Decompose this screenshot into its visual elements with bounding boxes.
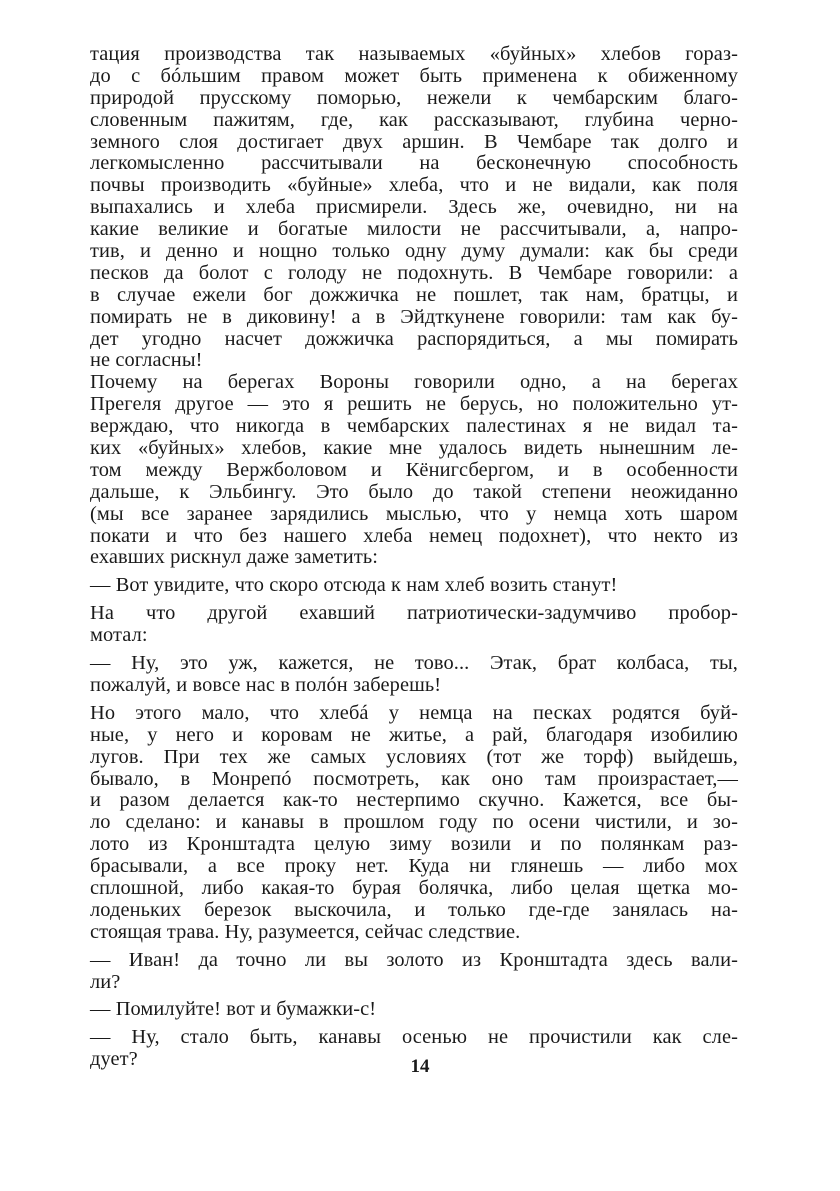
text-line: пожалуй, и вовсе нас в полóн заберешь!: [90, 673, 442, 696]
text-line: — Ну, стало быть, канавы осенью не прочистили как сле-: [90, 1026, 738, 1049]
text-line: природой прусскому поморью, нежели к чембарским благо-: [90, 86, 738, 109]
text-line: (мы все заранее зарядились мыслью, что у немца хоть шаром: [90, 502, 738, 525]
page-number: 14: [410, 1056, 430, 1077]
text-line: Почему на берегах Вороны говорили одно, а на берегах: [90, 371, 738, 394]
text-line: в случае ежели бог дожжичка не пошлет, так нам, братцы, и: [90, 283, 738, 306]
text-line: На что другой ехавший патриотически-задумчиво пробор-: [90, 602, 738, 625]
text-line: песков да болот с голоду не подохнуть. В Чембаре говорили: а: [90, 261, 738, 284]
text-line: дальше, к Эльбингу. Это было до такой степени неожиданно: [90, 480, 738, 503]
text-line: — Вот увидите, что скоро отсюда к нам хлеб возить станут!: [90, 574, 618, 597]
text-line: Прегеля другое — это я решить не берусь, но положительно ут-: [90, 393, 738, 416]
text-line: земного слоя достигает двух аршин. В Чембаре так долго и: [90, 130, 738, 153]
text-line: лоденьких березок выскочила, и только где-где занялась на-: [90, 898, 738, 921]
body-text: [90, 44, 738, 1071]
text-line: до с бóльшим правом может быть применена к обиженному: [90, 64, 738, 87]
text-line: не согласны!: [90, 349, 203, 372]
text-line: тив, и денно и нощно только одну думу думали: как бы среди: [90, 240, 738, 263]
text-line: — Ну, это уж, кажется, не тово... Этак, брат колбаса, ты,: [90, 652, 738, 675]
text-line: покати и что без нашего хлеба немец подохнет), что некто из: [90, 524, 738, 547]
text-line: лото из Кронштадта целую зиму возили и по полянкам раз-: [90, 833, 738, 856]
text-line: легкомысленно рассчитывали на бесконечную способность: [90, 152, 738, 175]
text-line: — Иван! да точно ли вы золото из Кронштадта здесь вали-: [90, 948, 738, 971]
text-line: бывало, в Монрепó посмотреть, как оно там произрастает,—: [90, 767, 738, 790]
text-line: тация производства так называемых «буйных» хлебов горaз-: [90, 43, 738, 65]
text-line: выпахались и хлеба присмирели. Здесь же, очевидно, ни на: [90, 196, 738, 219]
text-line: ких «буйных» хлебов, какие мне удалось видеть нынешним ле-: [90, 437, 738, 460]
text-line: ли?: [90, 970, 121, 993]
text-line: какие великие и богатые милости не рассчитывали, а, напро-: [90, 218, 738, 241]
text-line: словенным пажитям, где, как рассказывают, глубина черно-: [90, 108, 738, 131]
text-line: — Помилуйте! вот и бумажки-с!: [90, 998, 377, 1021]
text-line: дет угодно насчет дожжичка распорядиться, а мы помирать: [90, 327, 738, 350]
text-line: и разом делается как-то нестерпимо скучно. Кажется, все бы-: [90, 789, 738, 812]
text-line: стоящая трава. Ну, разумеется, сейчас следствие.: [90, 920, 521, 943]
text-line: помирать не в диковину! а в Эйдткунене говорили: там как бу-: [90, 305, 738, 328]
text-line: сплошной, либо какая-то бурая болячка, либо целая щетка мо-: [90, 876, 738, 899]
text-line: ехавших рискнул даже заметить:: [90, 546, 378, 569]
text-line: брасывали, а все проку нет. Куда ни глянешь — либо мох: [90, 855, 738, 878]
text-line: том между Вержболовом и Кёнигсбергом, и в особенности: [90, 458, 738, 481]
text-line: верждаю, что никогда в чембарских палестинах я не видал та-: [90, 415, 738, 438]
text-line: дует?: [90, 1048, 138, 1071]
text-line: мотал:: [90, 624, 148, 647]
text-line: лугов. При тех же самых условиях (тот же торф) выйдешь,: [90, 745, 738, 768]
text-line: Но этого мало, что хлебá у немца на песках родятся буй-: [90, 701, 738, 724]
text-line: ные, у него и коровам не житье, а рай, благодаря изобилию: [90, 723, 738, 746]
text-line: ло сделано: и канавы в прошлом году по осени чистили, и зо-: [90, 811, 738, 834]
text-line: почвы производить «буйные» хлеба, что и не видали, как поля: [90, 174, 738, 197]
